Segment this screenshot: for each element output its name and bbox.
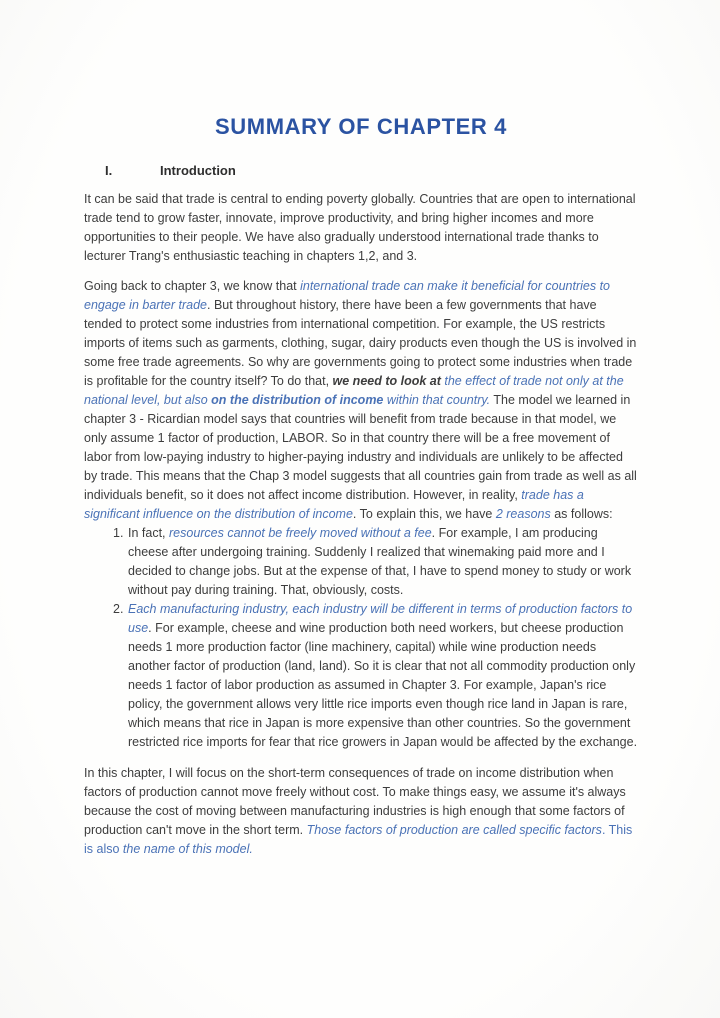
document-content [0,114,720,859]
text-run-highlight: Those factors of production are called specific factors [306,823,602,837]
list-item [84,524,638,600]
text-run-highlight: within that country. [383,393,491,407]
section-heading [84,162,638,179]
text-run-highlight: the effect of trade not only at the national level, but also [84,374,624,407]
text-run-highlight: Each manufacturing industry, each industry will be different in terms of production factors to use [128,602,633,635]
text-run-blue: . This is also [84,823,633,856]
text-run: In fact, [128,526,169,540]
list-item-text [128,526,631,597]
text-run: . To explain this, we have [352,507,496,521]
text-run: It can be said that trade is central to ending poverty globally. Countries that are open to international trade tend to grow faster, innovate, improve productivity, and bring higher incomes and more opportunities to their people. We have also gradually understood international trade thanks to lecturer Trang's enthusiastic teaching in chapters 1,2, and 3. [84,192,636,263]
reasons-list [84,524,638,752]
text-run: Going back to chapter 3, we know that [84,279,301,293]
text-run: The model we learned in chapter 3 - Ricardian model says that countries will benefit from trade because in that model, we only assume 1 factor of production, LABOR. So in that country there will be a free movement of labor from low-paying industry to higher-paying industry and individuals are unlikely to be affected by trade. This means that the Chap 3 model suggests that all countries gain from trade as well as all individuals benefit, so it does not affect income distribution. However, in reality, [84,393,637,502]
text-run: . For example, I am producing cheese after undergoing training. Suddenly I realized that winemaking paid more and I decided to change jobs. But at the expense of that, I have to spend money to study or work without pay during training. That, obviously, costs. [128,526,632,597]
document-title: SUMMARY OF CHAPTER 4 [215,114,507,139]
section-number: I. [105,163,113,178]
list-item [84,600,638,752]
text-run: as follows: [550,507,613,521]
body-paragraph [84,277,638,524]
section-title: Introduction [160,163,236,178]
text-run-highlight: trade has a significant influence on the distribution of income [84,488,584,521]
text-run: . For example, cheese and wine production both need workers, but cheese production needs 1 more production factor (line machinery, capital) while wine production needs another factor of production (land, land). So it is clear that not all commodity production only needs 1 factor of labor production as assumed in Chapter 3. For example, Japan's rice policy, the government allows very little rice imports even though rice land in Japan is rare, which means that rice in Japan is more expensive than other countries. So the government restricted rice imports for fear that rice growers in Japan would be affected by the exchange. [128,621,638,749]
text-run: In this chapter, I will focus on the short-term consequences of trade on income distribution when factors of production cannot move freely without cost. To make things easy, we assume it's always because the cost of moving between manufacturing industries is high enough that some factors of production can't move in the short term. [84,766,626,837]
text-run-emphasis: we need to look at [332,374,445,388]
text-run-highlight: resources cannot be freely moved without a fee [169,526,432,540]
intro-paragraph [84,190,638,266]
text-run-highlight: the name of this model. [122,842,253,856]
list-item-text [128,602,637,749]
text-run: . But throughout history, there have been a few governments that have tended to protect some industries from international competition. For example, the US restricts imports of items such as garments, clothing, sugar, dairy products even though the US is involved in some free trade agreements. So why are governments going to protect some industries when trade is profitable for the country itself? To do that, [84,298,637,388]
text-run-strong-highlight: on the distribution of income [211,393,384,407]
text-run-highlight: international trade can make it beneficial for countries to engage in barter trade [84,279,611,312]
list-item-number: 1. [113,526,124,540]
text-run-highlight: 2 reasons [495,507,551,521]
closing-paragraph [84,764,638,859]
list-item-number: 2. [113,602,124,616]
